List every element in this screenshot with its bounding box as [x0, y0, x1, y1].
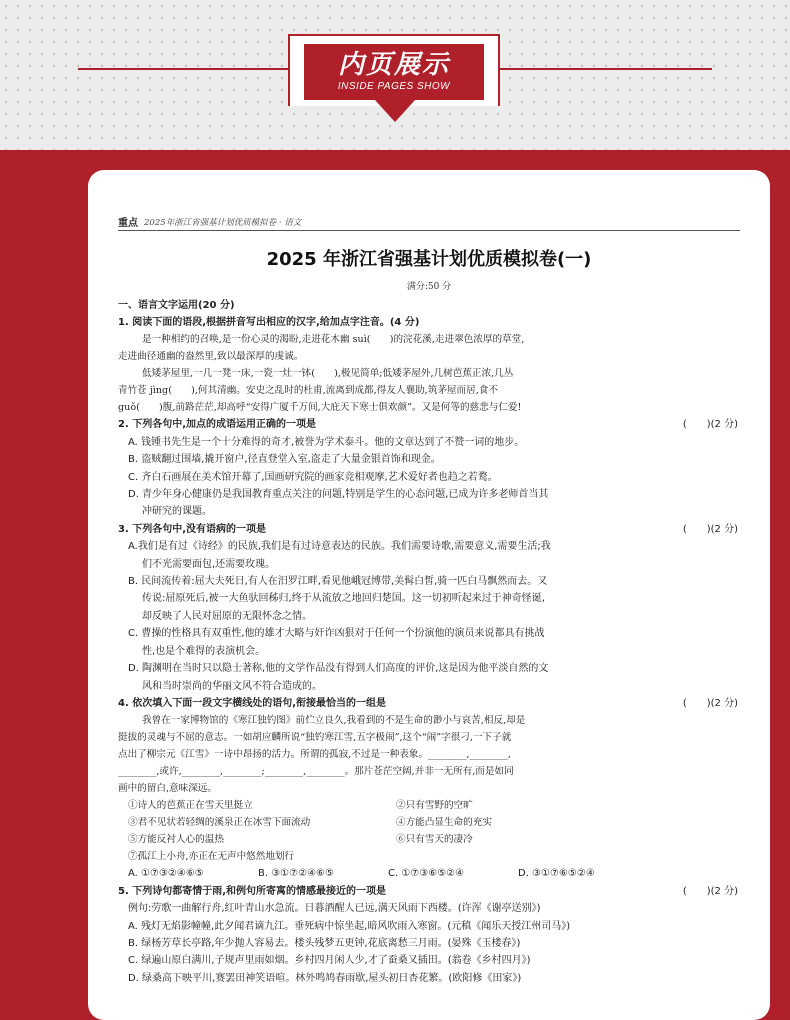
- q4-items-row: [118, 797, 740, 814]
- q1-line: 是一种相约的召唤,是一份心灵的渴盼,走进花木幽 suì( )的浣花溪,走进翠色浓厚的草堂,: [142, 334, 525, 346]
- q4-item: ③君不见状若轻绸的溪泉正在冰雪下面流动: [128, 817, 311, 829]
- q5-option: B. 绿杨芳草长亭路,年少抛人容易去。楼头残梦五更钟,花底离愁三月雨。(晏殊《玉楼春》): [128, 937, 521, 949]
- section-heading: 一、语言文字运用(20 分): [118, 300, 235, 311]
- q4-choice: B. ③①⑦②④⑥⑤: [258, 868, 334, 880]
- q2-option: C. 齐白石画展在美术馆开幕了,国画研究院的画家竞相观摩,艺术爱好者也趋之若鹜。: [128, 471, 498, 483]
- q4-items-row: [118, 814, 740, 831]
- q5-option: C. 绿遍山原白满川,子规声里雨如烟。乡村四月闲人少,才了蚕桑又插田。(翁卷《乡村四月》): [128, 955, 531, 967]
- q2-option: B. 盗贼翻过围墙,撬开窗户,径直登堂入室,盗走了大量金银首饰和现金。: [128, 454, 441, 466]
- question-5-stem: 5. 下列诗句都寄情于雨,和例句所寄寓的情感最接近的一项是 ( )(2 分): [118, 883, 740, 900]
- q1-line: 青竹苍 jìng( ),何其清幽。安史之乱时的杜甫,流离到成都,得友人襄助,筑茅屋而居,食不: [118, 385, 498, 397]
- q3-option-cont: 却反映了人民对屈原的无限怀念之情。: [142, 610, 312, 622]
- q4-line: 画中的留白,意味深远。: [118, 783, 217, 795]
- answer-paren: ( )(2 分): [682, 885, 738, 897]
- q4-line: 挺拔的灵魂与不屈的意志。一如胡应麟所说“独钓寒江雪,五字极闹”,这个“闹”字很刁,一下子就: [118, 732, 512, 744]
- question-1-stem: 1. 阅读下面的语段,根据拼音写出相应的汉字,给加点字注音。(4 分): [118, 317, 420, 328]
- running-head: [118, 212, 740, 231]
- q4-item: ⑦孤江上小舟,亦正在无声中悠然地划行: [128, 851, 295, 863]
- q1-line: guǒ( )腹,前路茫茫,却高呼“安得广厦千万间,大庇天下寒士俱欢颜”。又是何等的慈悲与仁爱!: [118, 402, 522, 414]
- q4-line: ________,或许,________,________;________,________。那片苍茫空阔,并非一无所有,而是如同: [118, 766, 514, 778]
- q3-option: D. 陶渊明在当时只以隐士著称,他的文学作品没有得到人们高度的评价,这是因为他平淡自然的文: [128, 663, 549, 675]
- q2-option: A. 钱锺书先生是一个十分难得的奇才,被誉为学术泰斗。他的文章达到了不赞一词的地步。: [128, 436, 525, 448]
- q4-line: 点出了柳宗元《江雪》一诗中昂扬的活力。所谓的孤寂,不过是一种表象。________,________,: [118, 749, 511, 761]
- q4-item: ④方能凸显生命的充实: [396, 817, 492, 829]
- q3-option: C. 曹操的性格具有双重性,他的雄才大略与奸诈凶狠对于任何一个扮演他的演员来说都具有挑战: [128, 628, 545, 640]
- banner-pointer: [375, 100, 415, 122]
- q1-line: 走进曲径通幽的盎然里,致以最深厚的虔诚。: [118, 351, 304, 363]
- q4-choice: D. ③①⑦⑥⑤②④: [518, 868, 595, 880]
- question-3-stem: 3. 下列各句中,没有语病的一项是 ( )(2 分): [118, 521, 740, 538]
- q5-option: A. 残灯无焰影幢幢,此夕闻君谪九江。垂死病中惊坐起,暗风吹雨入寒窗。(元稹《闻乐天授江州司马》): [128, 920, 571, 932]
- q2-option-cont: 冲研究的课题。: [142, 506, 212, 518]
- banner-title: 内页展示: [337, 50, 450, 80]
- answer-paren: ( )(2 分): [682, 697, 738, 709]
- q4-item: ①诗人的芭蕉正在雪天里挺立: [128, 800, 253, 812]
- q4-line: 我曾在一家博物馆的《寒江独钓图》前伫立良久,我看到的不是生命的渺小与哀苦,相反,却是: [142, 715, 526, 727]
- q5-option: D. 绿桑高下映平川,赛罢田神笑语喧。林外鸣鸠春雨歇,屋头初日杏花繁。(欧阳修《田家》): [128, 972, 522, 984]
- q3-option-cont: 性,也是个难得的表演机会。: [142, 645, 266, 657]
- q4-items-row: [118, 831, 740, 848]
- q4-choice: C. ①⑦③⑥⑤②④: [388, 868, 465, 880]
- header-rule-right: [500, 68, 712, 70]
- q4-choice: A. ①⑦③②④⑥⑤: [128, 868, 204, 880]
- banner-subtitle: INSIDE PAGES SHOW: [337, 81, 451, 92]
- page-preview: [88, 170, 770, 1020]
- exam-title: 2025 年浙江省强基计划优质模拟卷(一): [266, 249, 592, 270]
- header-rule-left: [78, 68, 288, 70]
- running-head-mark: 重点: [118, 218, 138, 229]
- exam-page: [118, 212, 740, 987]
- answer-paren: ( )(2 分): [682, 523, 738, 535]
- q1-line: 低矮茅屋里,一几一凳一床,一瓷一灶一钵( ),极见简单;低矮茅屋外,几树芭蕉正浓,几丛: [142, 368, 514, 380]
- q4-item: [396, 848, 664, 865]
- banner: [304, 44, 484, 100]
- q5-example: 例句:劳歌一曲解行舟,红叶青山水急流。日暮酒醒人已远,满天风雨下西楼。(许浑《谢亭送别》): [128, 903, 541, 915]
- exam-score: 满分:50 分: [406, 282, 452, 292]
- q4-item: ⑥只有雪天的凄冷: [396, 834, 473, 846]
- q4-choices: [118, 865, 740, 882]
- q3-option: A.我们是有过《诗经》的民族,我们是有过诗意表达的民族。我们需要诗歌,需要意义,需要生活;我: [128, 541, 551, 553]
- q4-item: ②只有雪野的空旷: [396, 800, 473, 812]
- q3-option: B. 民间流传着:屈大夫死日,有人在汨罗江畔,看见他峨冠博带,美髯白皙,骑一匹白马飘然而去。又: [128, 576, 548, 588]
- answer-paren: ( )(2 分): [682, 419, 738, 431]
- q3-option-cont: 风和当时崇尚的华丽文风不符合造成的。: [142, 680, 322, 692]
- q2-option: D. 青少年身心健康仍是我国教育重点关注的问题,特别是学生的心态问题,已成为许多老师首当其: [128, 489, 549, 501]
- question-2-stem: 2. 下列各句中,加点的成语运用正确的一项是 ( )(2 分): [118, 416, 740, 433]
- q3-option-cont: 传说:屈原死后,被一大鱼驮回秭归,终于从流放之地回归楚国。这一切初听起来过于神奇怪诞,: [142, 593, 545, 605]
- q3-option-cont: 们不光需要面包,还需要玫瑰。: [142, 558, 276, 570]
- q4-items-row: [118, 848, 740, 865]
- q4-item: ⑤方能反衬人心的温热: [128, 834, 224, 846]
- question-4-stem: 4. 依次填入下面一段文字横线处的语句,衔接最恰当的一组是 ( )(2 分): [118, 695, 740, 712]
- running-head-text: 2025年浙江省强基计划优质模拟卷 · 语文: [144, 218, 302, 228]
